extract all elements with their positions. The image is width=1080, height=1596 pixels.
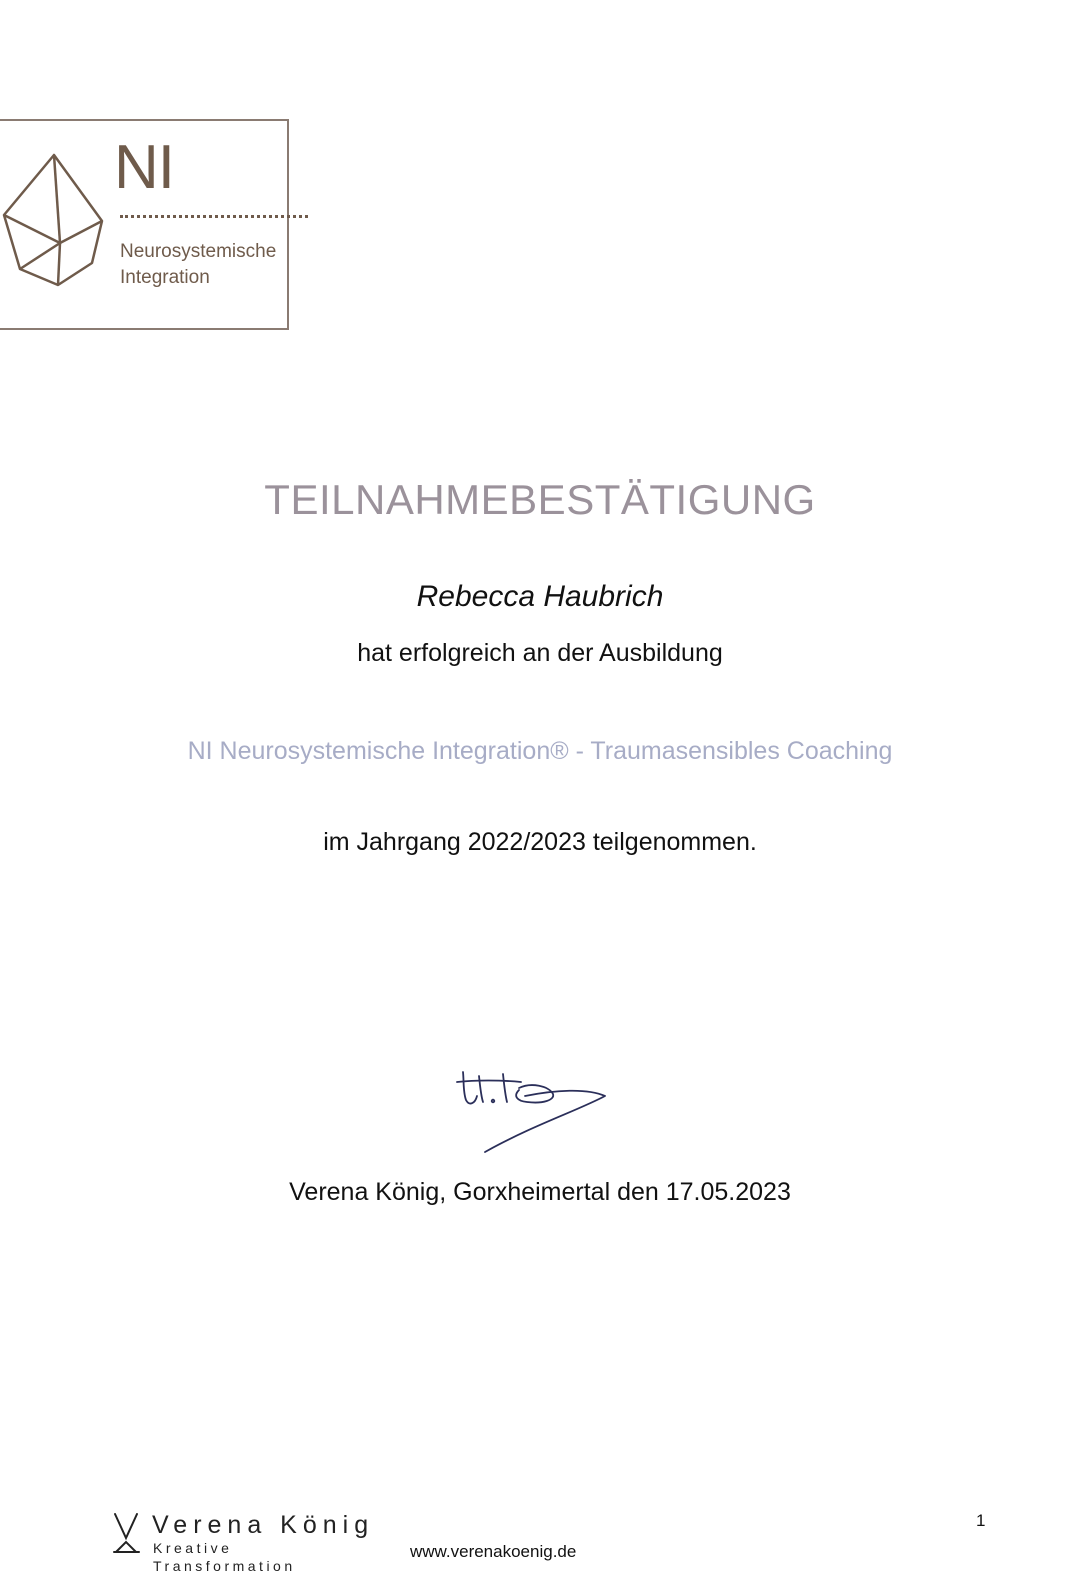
logo-name: [120, 239, 276, 291]
footer-tagline: Kreative Transformation: [153, 1540, 296, 1574]
logo-divider: [120, 215, 308, 218]
signer-line: Verena König, Gorxheimertal den 17.05.2023: [289, 1178, 791, 1206]
v-logo-icon: [112, 1512, 142, 1554]
participation-text: hat erfolgreich an der Ausbildung: [357, 639, 723, 667]
program-name: NI Neurosystemische Integration® - Traumasensibles Coaching: [187, 737, 893, 765]
logo-abbreviation: NI: [114, 133, 174, 202]
logo-name-line1: Neurosystemische: [120, 241, 277, 262]
footer-brand-name: Verena König: [152, 1511, 375, 1539]
recipient-name: Rebecca Haubrich: [416, 580, 664, 613]
page-number: 1: [976, 1511, 986, 1530]
certificate-title: TEILNAHMEBESTÄTIGUNG: [264, 476, 816, 523]
signature-icon: [455, 1068, 625, 1158]
footer-brand-logo: [112, 1511, 382, 1574]
ni-logo: [0, 119, 289, 330]
footer-website-link[interactable]: www.verenakoenig.de: [410, 1542, 577, 1561]
gem-icon: [2, 151, 114, 289]
logo-name-line2: Integration: [120, 267, 210, 288]
year-text: im Jahrgang 2022/2023 teilgenommen.: [323, 828, 757, 856]
